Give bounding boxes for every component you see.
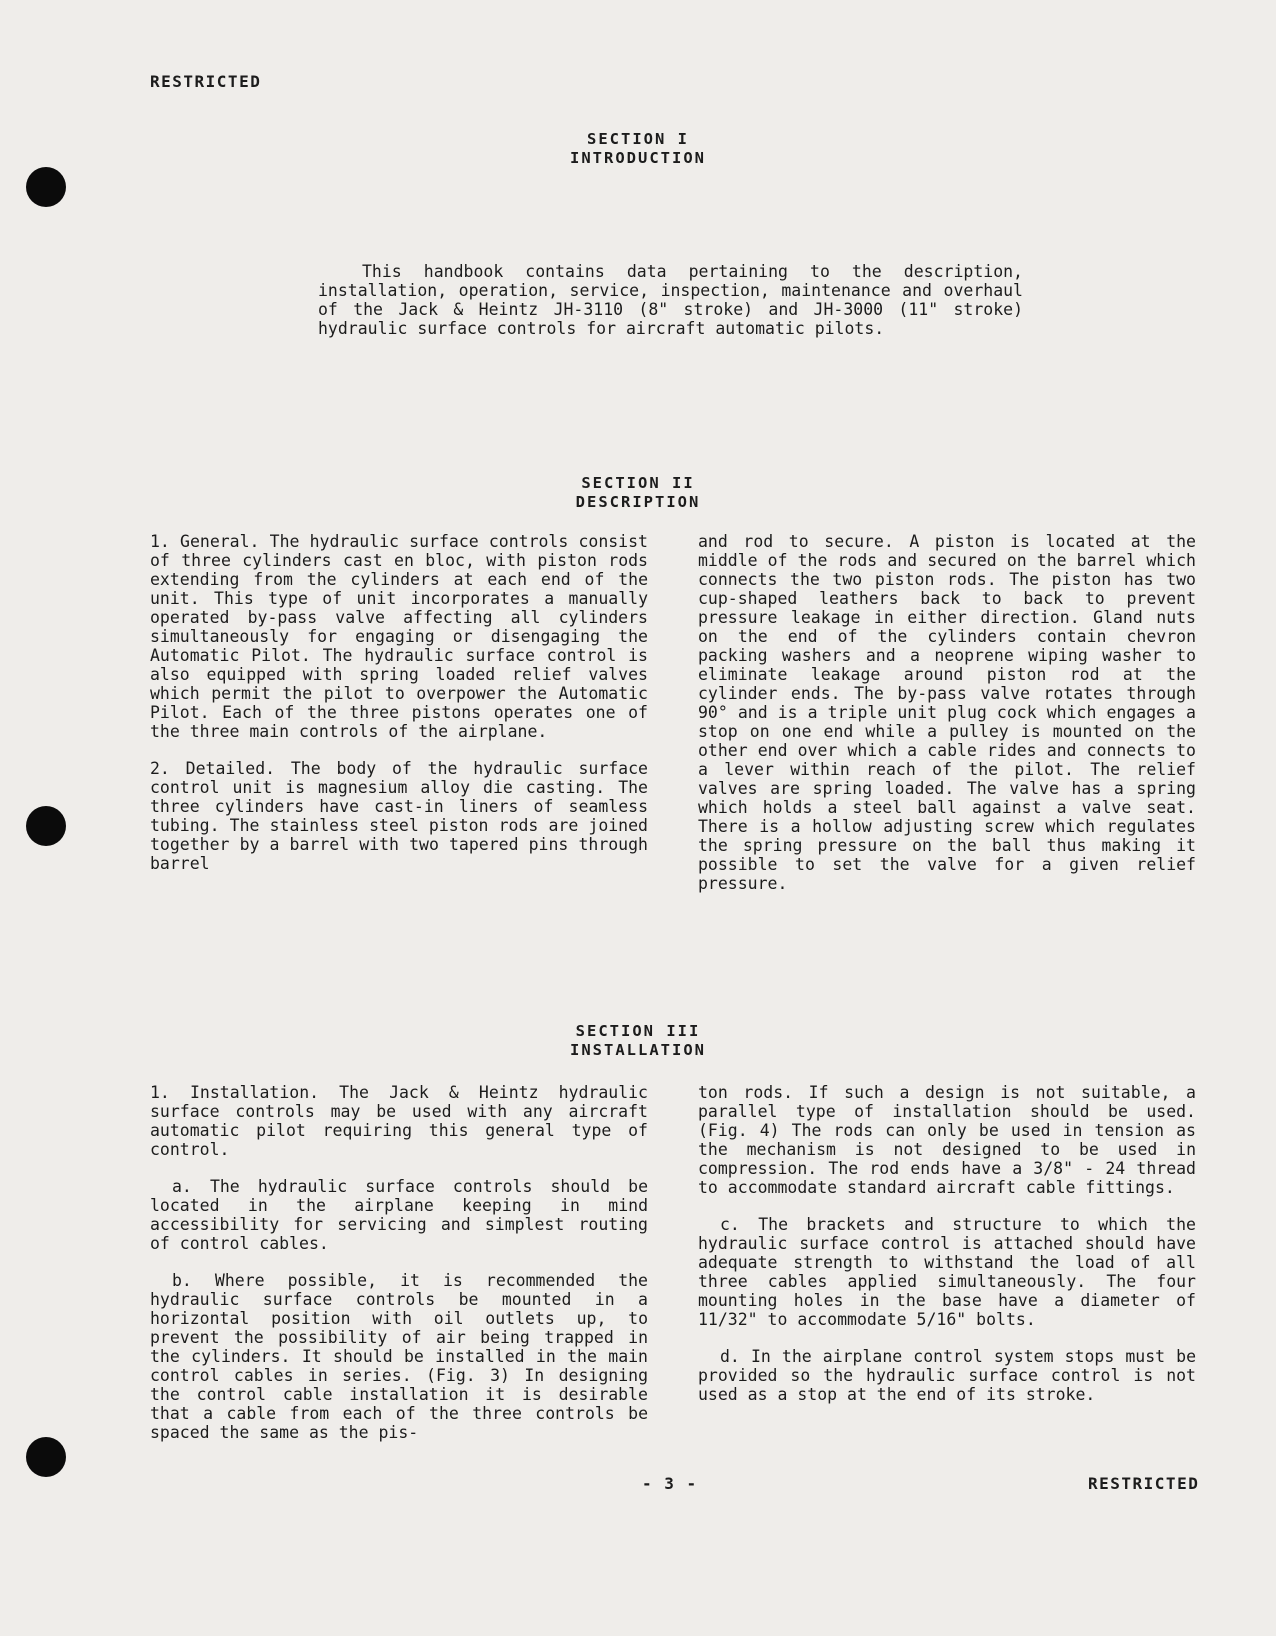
section-1-number: SECTION I [587, 130, 689, 148]
section-2-right-column [698, 532, 1196, 911]
binder-hole [26, 806, 66, 846]
paragraph-c: c. The brackets and structure to which the hydraulic surface control is attached should have adequate strength to withstand the load of all three cables applied simultaneously. The four mounting holes in the base have a diameter of 11/32" to accommodate 5/16" bolts. [698, 1215, 1196, 1329]
section-2-number: SECTION II [581, 474, 695, 492]
paragraph-a: a. The hydraulic surface controls should be located in the airplane keeping in mind accessibility for servicing and simplest routing of control cables. [150, 1177, 648, 1253]
section-1-title: INTRODUCTION [570, 149, 706, 167]
binder-hole [26, 1437, 66, 1477]
paragraph-b: b. Where possible, it is recommended the hydraulic surface controls be mounted in a horizontal position with oil outlets up, to prevent the possibility of air being trapped in the cylinders. It should be installed in the main control cables in series. (Fig. 3) In designing the control cable installation it is desirable that a cable from each of the three controls be spaced the same as the pis- [150, 1271, 648, 1442]
section-3-number: SECTION III [575, 1022, 701, 1040]
binder-hole [26, 167, 66, 207]
page-number: - 3 - [642, 1474, 698, 1493]
section-2-heading [0, 474, 1276, 512]
paragraph-installation: 1. Installation. The Jack & Heintz hydraulic surface controls may be used with any aircraft automatic pilot requiring this general type of control. [150, 1083, 648, 1159]
section-3-left-column [150, 1083, 648, 1460]
header-restricted: RESTRICTED [150, 72, 262, 91]
section-3-title: INSTALLATION [570, 1041, 706, 1059]
section-2-title: DESCRIPTION [575, 493, 701, 511]
footer-restricted: RESTRICTED [1088, 1474, 1200, 1493]
paragraph-detailed: 2. Detailed. The body of the hydraulic surface control unit is magnesium alloy die casting. The three cylinders have cast-in liners of seamless tubing. The stainless steel piston rods are joined together by a barrel with two tapered pins through barrel [150, 759, 648, 873]
paragraph-general: 1. General. The hydraulic surface controls consist of three cylinders cast en bloc, with piston rods extending from the cylinders at each end of the unit. This type of unit incorporates a manually operated by-pass valve affecting all cylinders simultaneously for engaging or disengaging the Automatic Pilot. The hydraulic surface control is also equipped with spring loaded relief valves which permit the pilot to overpower the Automatic Pilot. Each of the three pistons operates one of the three main controls of the airplane. [150, 532, 648, 741]
paragraph-b-cont: ton rods. If such a design is not suitable, a parallel type of installation should be used. (Fig. 4) The rods can only be used in tension as the mechanism is not designed to be used in compression. The rod ends have a 3/8" - 24 thread to accommodate standard aircraft cable fittings. [698, 1083, 1196, 1197]
section-3-right-column [698, 1083, 1196, 1422]
section-1-heading [0, 130, 1276, 168]
paragraph-detailed-cont: and rod to secure. A piston is located at the middle of the rods and secured on the barrel which connects the two piston rods. The piston has two cup-shaped leathers back to back to prevent pressure leakage in either direction. Gland nuts on the end of the cylinders contain chevron packing washers and a neoprene wiping washer to eliminate leakage around piston rod at the cylinder ends. The by-pass valve rotates through 90° and is a triple unit plug cock which engages a stop on one end while a pulley is mounted on the other end over which a cable rides and connects to a lever within reach of the pilot. The relief valves are spring loaded. The valve has a spring which holds a steel ball against a valve seat. There is a hollow adjusting screw which regulates the spring pressure on the ball thus making it possible to set the valve for a given relief pressure. [698, 532, 1196, 893]
section-3-heading [0, 1022, 1276, 1060]
paragraph-d: d. In the airplane control system stops must be provided so the hydraulic surface control is not used as a stop at the end of its stroke. [698, 1347, 1196, 1404]
introduction-paragraph: This handbook contains data pertaining to the description, installation, operation, service, inspection, maintenance and overhaul of the Jack & Heintz JH-3110 (8" stroke) and JH-3000 (11" stroke) hydraulic surface controls for aircraft automatic pilots. [318, 262, 1023, 338]
section-2-left-column [150, 532, 648, 891]
